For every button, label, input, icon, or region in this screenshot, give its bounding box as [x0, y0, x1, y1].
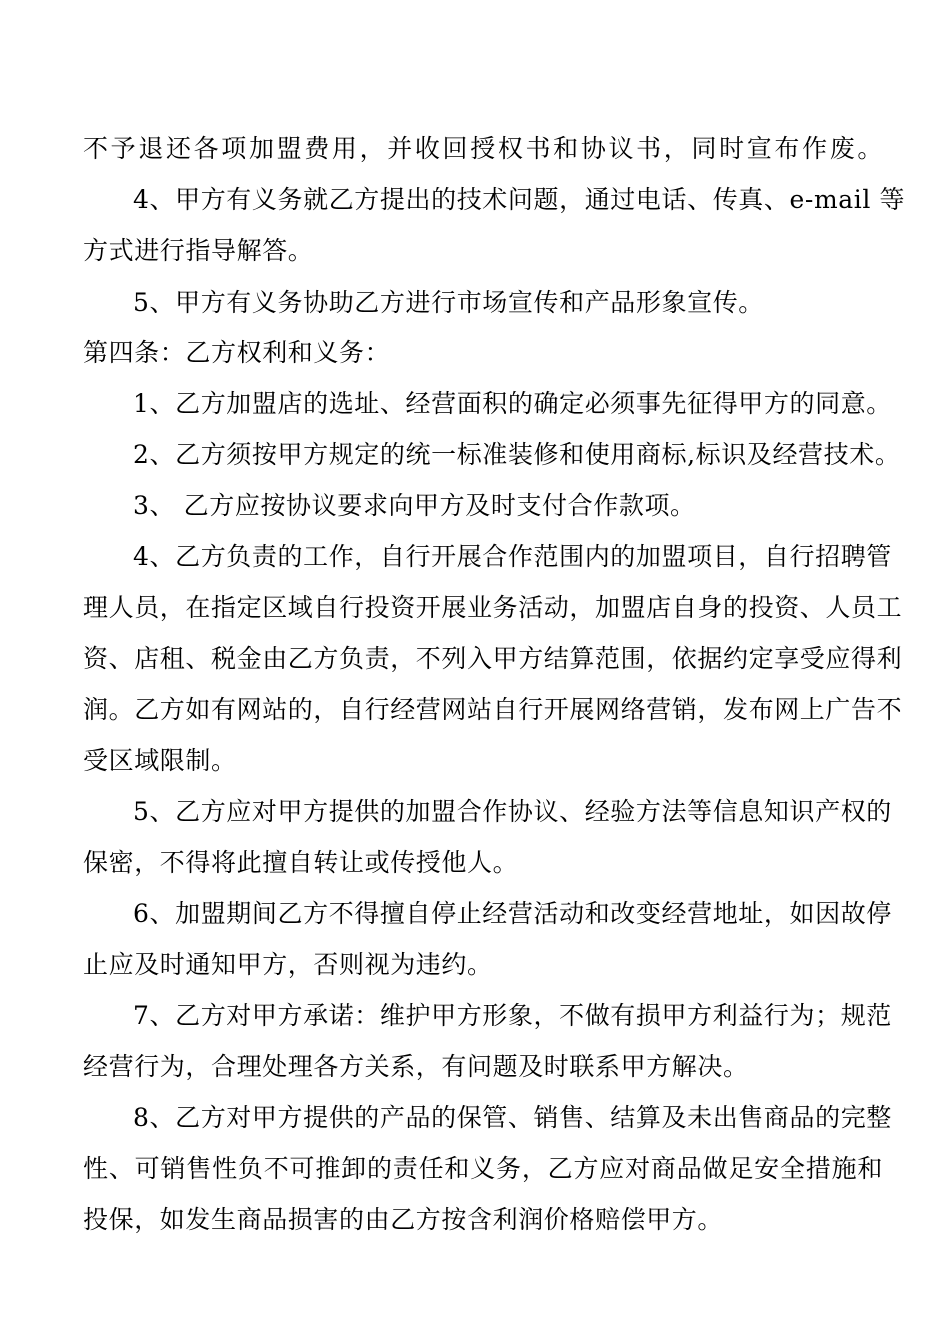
text-line: 7、乙方对甲方承诺：维护甲方形象，不做有损甲方利益行为；规范: [133, 1001, 892, 1030]
text-line: 受区域限制。: [83, 746, 237, 775]
text-line: 不予退还各项加盟费用，并收回授权书和协议书，同时宣布作废。: [83, 134, 883, 163]
text-line: 1、乙方加盟店的选址、经营面积的确定必须事先征得甲方的同意。: [133, 389, 892, 418]
text-line: 3、 乙方应按协议要求向甲方及时支付合作款项。: [133, 491, 696, 520]
text-line: 经营行为，合理处理各方关系，有问题及时联系甲方解决。: [83, 1052, 749, 1081]
text-line: 5、乙方应对甲方提供的加盟合作协议、经验方法等信息知识产权的: [133, 797, 892, 826]
text-line: 资、店租、税金由乙方负责，不列入甲方结算范围，依据约定享受应得利: [83, 644, 903, 673]
text-line: 方式进行指导解答。: [83, 236, 314, 265]
text-line: 保密，不得将此擅自转让或传授他人。: [83, 848, 519, 877]
text-line: 理人员，在指定区域自行投资开展业务活动，加盟店自身的投资、人员工: [83, 593, 903, 622]
section-heading: 第四条：乙方权利和义务：: [83, 338, 391, 367]
text-line: 2、乙方须按甲方规定的统一标准装修和使用商标,标识及经营技术。: [133, 440, 901, 469]
text-line: 4、甲方有义务就乙方提出的技术问题，通过电话、传真、e-mail 等: [133, 185, 906, 214]
text-line: 润。乙方如有网站的，自行经营网站自行开展网络营销，发布网上广告不: [83, 695, 903, 724]
text-line: 5、甲方有义务协助乙方进行市场宣传和产品形象宣传。: [133, 288, 764, 317]
text-line: 8、乙方对甲方提供的产品的保管、销售、结算及未出售商品的完整: [133, 1103, 892, 1132]
text-line: 6、加盟期间乙方不得擅自停止经营活动和改变经营地址，如因故停: [133, 899, 892, 928]
text-line: 止应及时通知甲方，否则视为违约。: [83, 950, 493, 979]
text-line: 投保，如发生商品损害的由乙方按含利润价格赔偿甲方。: [83, 1205, 724, 1234]
text-line: 4、乙方负责的工作，自行开展合作范围内的加盟项目，自行招聘管: [133, 542, 892, 571]
text-line: 性、可销售性负不可推卸的责任和义务，乙方应对商品做足安全措施和: [83, 1154, 883, 1183]
